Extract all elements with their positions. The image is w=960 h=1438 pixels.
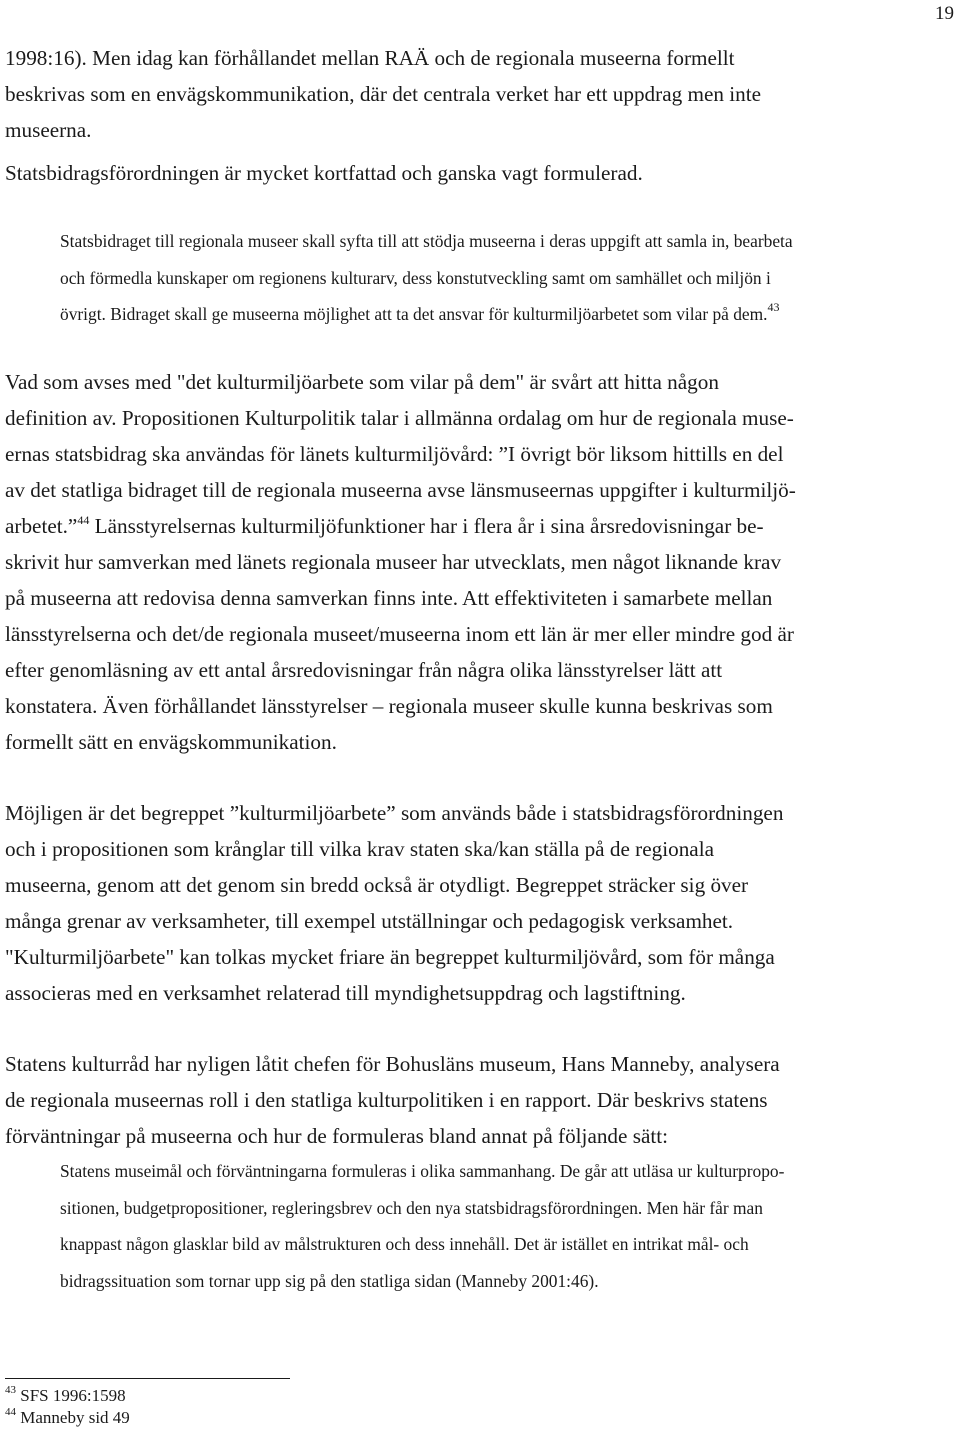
footnote-ref-43[interactable]: 43 (767, 300, 780, 314)
text-line: 1998:16). Men idag kan förhållandet mellan RAÄ och de regionala museerna formellt (5, 46, 735, 70)
footnotes (5, 1385, 130, 1429)
quote-line: och förmedla kunskaper om regionens kulturarv, dess konstutveckling samt om samhället och miljön i (60, 267, 771, 288)
text-line: Vad som avses med "det kulturmiljöarbete som vilar på dem" är svårt att hitta någon (5, 370, 719, 394)
text-line: formellt sätt en envägskommunikation. (5, 730, 337, 754)
text-line: "Kulturmiljöarbete" kan tolkas mycket friare än begreppet kulturmiljövård, som för många (5, 945, 775, 969)
footnote-number: 43 (5, 1384, 16, 1396)
text-line: länsstyrelserna och det/de regionala museet/museerna inom ett län är mer eller mindre god är (5, 622, 794, 646)
text-segment: arbetet.” (5, 514, 78, 538)
text-line: efter genomläsning av ett antal årsredovisningar från några olika länsstyrelser lätt att (5, 658, 723, 682)
footnote-ref-44[interactable]: 44 (77, 513, 90, 527)
paragraph-1 (5, 40, 905, 148)
footnote-43 (5, 1385, 130, 1407)
text-line: associeras med en verksamhet relaterad till myndighetsuppdrag och lagstiftning. (5, 981, 686, 1005)
quote-line-text: övrigt. Bidraget skall ge museerna möjlighet att ta det ansvar för kulturmiljöarbetet som vilar på dem. (60, 304, 768, 324)
text-line: beskrivas som en envägskommunikation, där det centrala verket har ett uppdrag men inte (5, 82, 762, 106)
paragraph-2 (5, 155, 905, 191)
text-line: museerna. (5, 118, 92, 142)
text-line: av det statliga bidraget till de regionala museerna avse länsmuseernas uppgifter i kulturmiljö- (5, 478, 796, 502)
footnote-number: 44 (5, 1406, 16, 1418)
text-line: Möjligen är det begreppet ”kulturmiljöarbete” som används både i statsbidragsförordningen (5, 801, 784, 825)
text-line: konstatera. Även förhållandet länsstyrelser – regionala museer skulle kunna beskrivas som (5, 694, 773, 718)
text-line: de regionala museernas roll i den statliga kulturpolitiken i en rapport. Där beskrivs statens (5, 1088, 768, 1112)
text-line: Statsbidragsförordningen är mycket kortfattad och ganska vagt formulerad. (5, 161, 643, 185)
block-quote-1 (60, 223, 905, 333)
footnote-divider (5, 1378, 290, 1379)
quote-line: sitionen, budgetpropositioner, regleringsbrev och den nya statsbidragsförordningen. Men här får man (60, 1197, 763, 1218)
quote-line (60, 296, 905, 333)
quote-line: Statens museimål och förväntningarna formuleras i olika sammanhang. De går att utläsa ur kulturpropo- (60, 1161, 785, 1181)
text-line: Statens kulturråd har nyligen låtit chefen för Bohusläns museum, Hans Manneby, analysera (5, 1052, 780, 1076)
page-number: 19 (935, 3, 954, 24)
text-segment: Länsstyrelsernas kulturmiljöfunktioner har i flera år i sina årsredovisningar be- (89, 514, 764, 538)
quote-line: bidragssituation som tornar upp sig på den statliga sidan (Manneby 2001:46). (60, 1270, 599, 1291)
text-line: på museerna att redovisa denna samverkan finns inte. Att effektiviteten i samarbete mellan (5, 586, 773, 610)
text-line: museerna, genom att det genom sin bredd också är otydligt. Begreppet sträcker sig över (5, 873, 749, 897)
text-line: många grenar av verksamheter, till exempel utställningar och pedagogisk verksamhet. (5, 909, 734, 933)
quote-line: Statsbidraget till regionala museer skall syfta till att stödja museerna i deras uppgift att samla in, bearbeta (60, 231, 793, 251)
paragraph-5 (5, 1046, 905, 1154)
block-quote-2 (60, 1153, 905, 1299)
text-line: och i propositionen som krånglar till vilka krav staten ska/kan ställa på de regionala (5, 837, 714, 861)
paragraph-4 (5, 795, 905, 1011)
text-line (5, 508, 905, 544)
text-line: ernas statsbidrag ska användas för länets kulturmiljövård: ”I övrigt bör liksom hittills en del (5, 442, 784, 466)
text-line: skrivit hur samverkan med länets regionala museer har utvecklats, men något liknande krav (5, 550, 782, 574)
footnote-text: SFS 1996:1598 (20, 1386, 126, 1405)
footnote-44 (5, 1407, 130, 1429)
footnote-text: Manneby sid 49 (20, 1408, 130, 1427)
paragraph-3 (5, 364, 905, 760)
quote-line: knappast någon glasklar bild av målstrukturen och dess innehåll. Det är istället en intrikat mål- och (60, 1234, 749, 1254)
text-line: förväntningar på museerna och hur de formuleras bland annat på följande sätt: (5, 1124, 669, 1148)
text-line: definition av. Propositionen Kulturpolitik talar i allmänna ordalag om hur de regionala muse- (5, 406, 794, 430)
